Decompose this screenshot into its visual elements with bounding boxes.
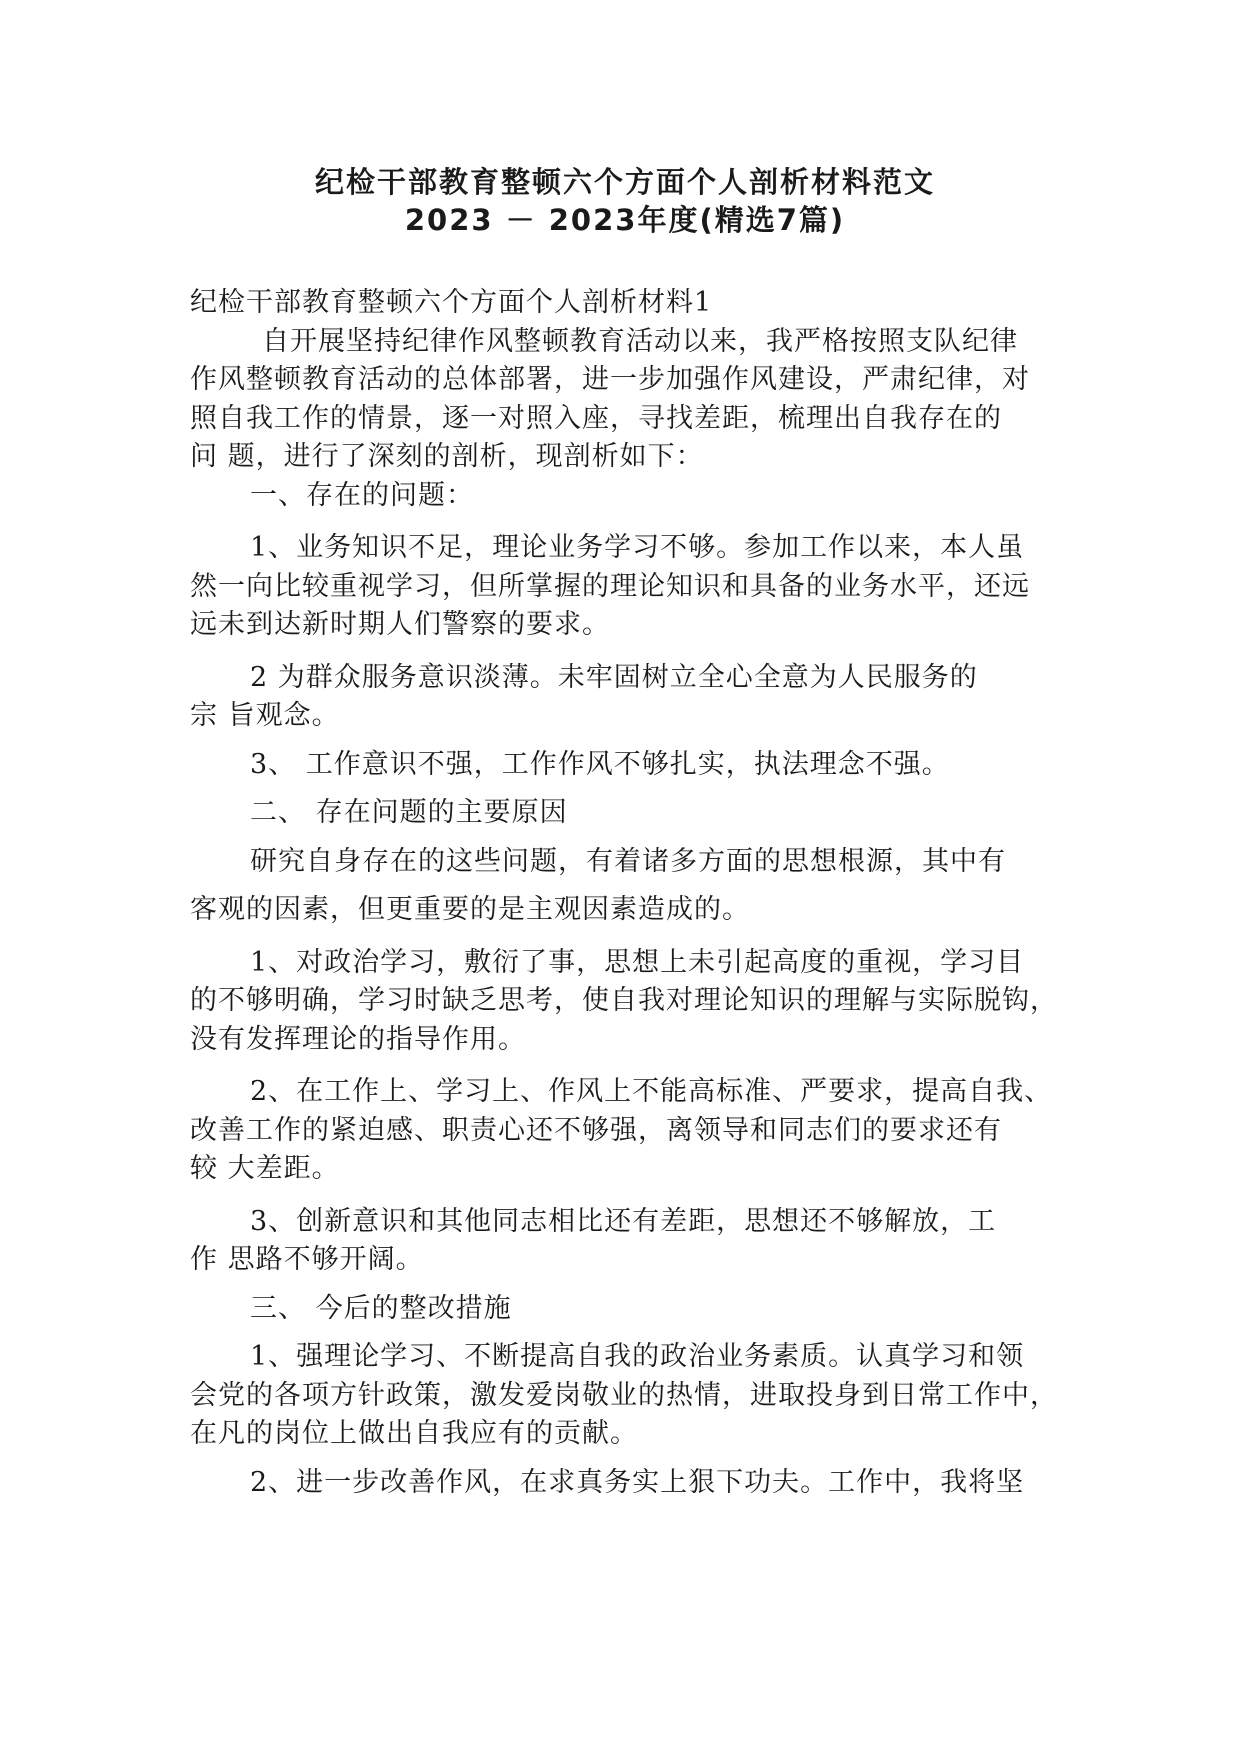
subheading: 二、 存在问题的主要原因 <box>250 797 568 828</box>
paragraph-line: 2、进一步改善作风，在求真务实上狠下功夫。工作中，我将坚 <box>250 1466 1025 1498</box>
paragraph-line: 没有发挥理论的指导作用。 <box>190 1023 526 1055</box>
paragraph-line: 研究自身存在的这些问题，有着诸多方面的思想根源，其中有 <box>250 845 1006 877</box>
paragraph-line: 较 大差距。 <box>190 1153 340 1184</box>
paragraph-line: 改善工作的紧迫感、职责心还不够强，离领导和同志们的要求还有 <box>190 1114 1002 1146</box>
paragraph-line: 照自我工作的情景，逐一对照入座，寻找差距，梳理出自我存在的 <box>190 402 1002 434</box>
paragraph-line: 宗 旨观念。 <box>190 700 340 731</box>
paragraph-line: 作 思路不够开阔。 <box>190 1244 424 1275</box>
paragraph-line: 1、业务知识不足，理论业务学习不够。参加工作以来，本人虽 <box>250 532 1025 563</box>
paragraph-line: 在凡的岗位上做出自我应有的贡献。 <box>190 1418 638 1449</box>
paragraph-line: 1、对政治学习，敷衍了事，思想上未引起高度的重视，学习目 <box>250 946 1025 978</box>
document-title-line-2: 2023 － 2023年度(精选7篇) <box>404 203 846 237</box>
paragraph-line: 作风整顿教育活动的总体部署，进一步加强作风建设，严肃纪律，对 <box>190 364 1030 395</box>
paragraph-line: 然一向比较重视学习，但所掌握的理论知识和具备的业务水平，还远 <box>190 570 1030 602</box>
paragraph-line: 的不够明确，学习时缺乏思考，使自我对理论知识的理解与实际脱钩， <box>190 985 1058 1016</box>
section-heading: 纪检干部教育整顿六个方面个人剖析材料1 <box>190 287 713 318</box>
paragraph-line: 1、强理论学习、不断提高自我的政治业务素质。认真学习和领 <box>250 1341 1025 1372</box>
paragraph-line: 客观的因素，但更重要的是主观因素造成的。 <box>190 894 750 925</box>
paragraph-line: 问 题，进行了深刻的剖析，现剖析如下： <box>190 441 704 472</box>
paragraph-line: 2、在工作上、学习上、作风上不能高标准、严要求，提高自我、 <box>250 1076 1053 1107</box>
paragraph-line: 会党的各项方针政策，激发爱岗敬业的热情，进取投身到日常工作中， <box>190 1379 1058 1411</box>
subheading: 一、存在的问题： <box>250 479 474 511</box>
paragraph-line: 3、 工作意识不强，工作作风不够扎实，执法理念不强。 <box>250 748 950 780</box>
paragraph-line: 远未到达新时期人们警察的要求。 <box>190 609 610 640</box>
paragraph-line: 自开展坚持纪律作风整顿教育活动以来，我严格按照支队纪律 <box>262 325 1018 357</box>
document-body <box>190 284 1060 1502</box>
subheading: 三、 今后的整改措施 <box>250 1292 512 1324</box>
paragraph-line: 3、创新意识和其他同志相比还有差距，思想还不够解放，工 <box>250 1205 997 1237</box>
paragraph-line: 2 为群众服务意识淡薄。未牢固树立全心全意为人民服务的 <box>250 661 978 693</box>
document-title-line-1: 纪检干部教育整顿六个方面个人剖析材料范文 <box>314 165 935 199</box>
